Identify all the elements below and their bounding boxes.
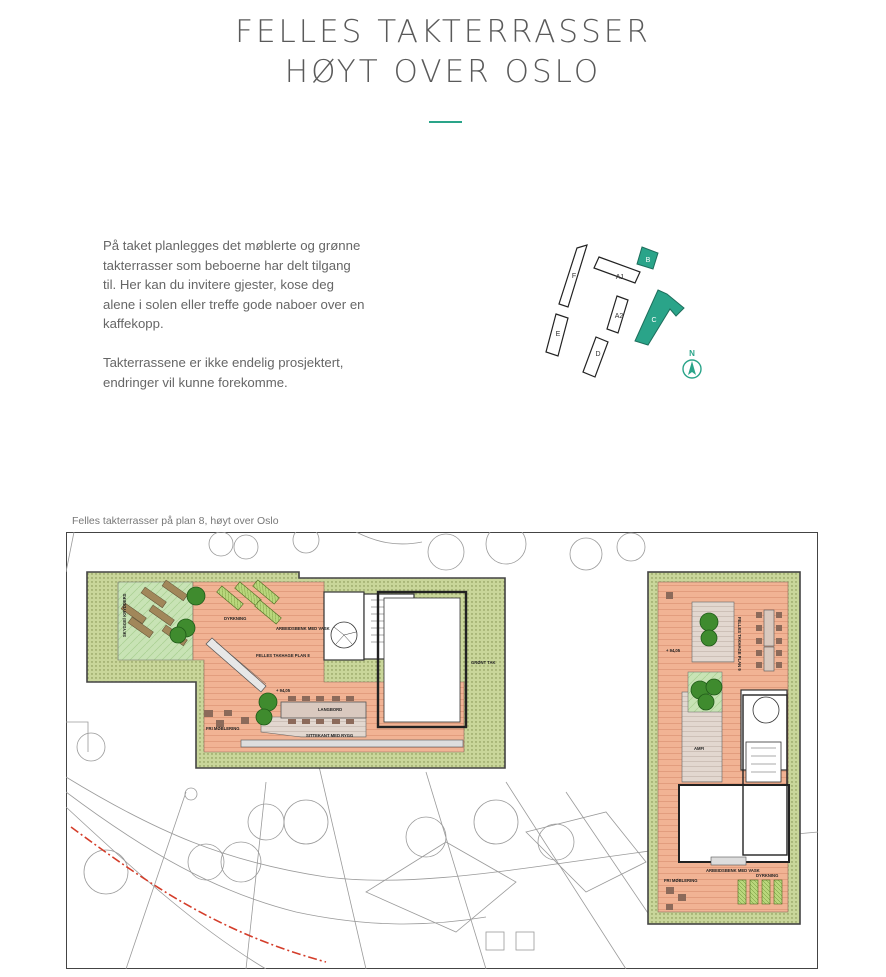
keymap-label-e: E bbox=[555, 331, 561, 338]
keymap-label-a1: A1 bbox=[615, 274, 625, 281]
title-line-1: FELLES TAKTERRASSER bbox=[235, 14, 651, 50]
label-sittekant: SITTEKANT MED RYGG bbox=[306, 733, 354, 738]
label-fri-moblering-west: FRI MØBLERING bbox=[206, 726, 240, 731]
label-arbeidsbenk-east: ARBEIDSBENK MED VASK bbox=[706, 868, 760, 873]
intro-text bbox=[103, 236, 365, 411]
label-level-west: + 94,05 bbox=[276, 688, 291, 693]
intro-paragraph-2: Takterrassene er ikke endelig prosjektert, endringer vil kunne forekomme. bbox=[103, 354, 344, 390]
keymap-building-c bbox=[635, 290, 684, 345]
roof-terrace-plan bbox=[66, 532, 818, 969]
page-title bbox=[0, 12, 886, 92]
title-divider bbox=[429, 121, 462, 123]
keymap-label-a2: A2 bbox=[614, 313, 624, 320]
label-felles-takhage-9: FELLES TAKHAGE PLAN 9 bbox=[737, 617, 742, 671]
keymap-label-f: F bbox=[571, 273, 577, 280]
label-amfi: AMFI bbox=[694, 746, 705, 751]
intro-paragraph-1: På taket planlegges det møblerte og grønne takterrasser som beboerne har delt tilgang til. Her kan du invitere gjester, kose deg alene i solen eller treffe gode naboer over en kaffekopp. bbox=[103, 238, 365, 332]
label-felles-takhage-8: FELLES TAKHAGE PLAN 8 bbox=[256, 653, 310, 658]
label-skygge: SKYGGE/ KRYDDERS bbox=[122, 593, 127, 637]
label-fri-moblering-east: FRI MØBLERING bbox=[664, 878, 698, 883]
site-key-map bbox=[530, 232, 720, 392]
label-langbord: LANGBORD bbox=[318, 707, 343, 712]
label-dyrkning-east: DYRKNING bbox=[756, 873, 779, 878]
title-line-2: HØYT OVER OSLO bbox=[284, 54, 602, 90]
keymap-label-d: D bbox=[595, 351, 601, 358]
label-level-east: + 94,05 bbox=[666, 648, 681, 653]
keymap-label-b: B bbox=[645, 257, 651, 264]
east-roof-plan-9 bbox=[648, 572, 800, 924]
plan-caption: Felles takterrasser på plan 8, høyt over Oslo bbox=[72, 515, 279, 527]
label-gront-tak: GRØNT TAK bbox=[471, 660, 496, 665]
keymap-label-c: C bbox=[651, 317, 657, 324]
label-arbeidsbenk-west: ARBEIDSBENK MED VASK bbox=[276, 626, 330, 631]
north-label: N bbox=[689, 349, 695, 358]
label-dyrkning-west: DYRKNING bbox=[224, 616, 247, 621]
north-arrow-icon bbox=[683, 349, 701, 378]
